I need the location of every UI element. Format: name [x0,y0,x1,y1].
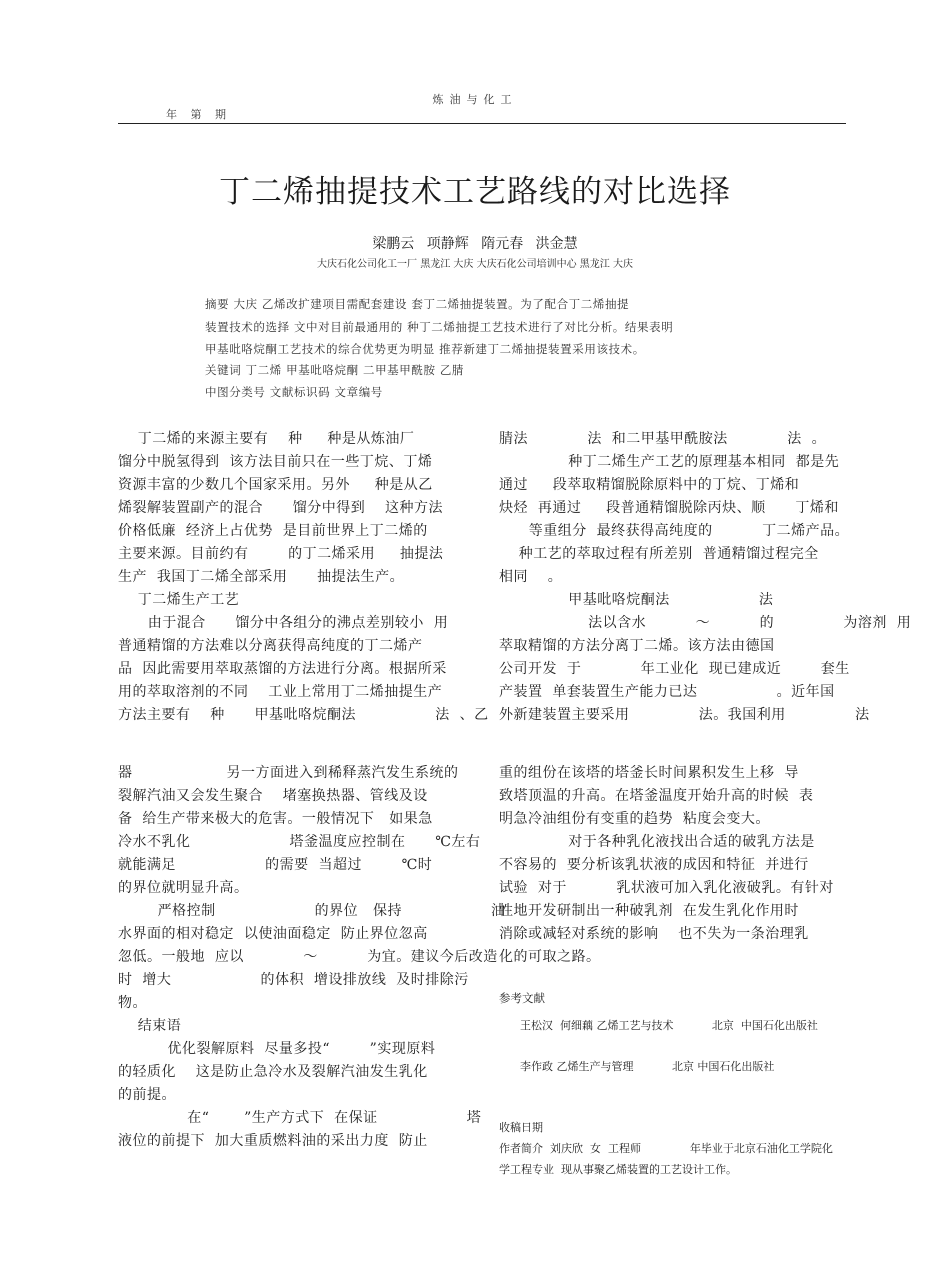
body-line: 价格低廉 经济上占优势 是目前世界上丁二烯的 [118,523,428,539]
body-line: 就能满足 的需要 当超过 ℃时 [118,857,433,873]
body-line: 优化裂解原料 尽量多投“ ”实现原料 [118,1041,436,1057]
issue-info: 年 第 期 [166,108,231,121]
column-top-left [118,428,489,727]
body-line: 公司开发 于 年工业化 现已建成近 套生 [499,661,850,677]
body-line: 对于各种乳化液找出合适的破乳方法是 [499,834,815,850]
body-line: 外新建装置主要采用 法。我国利用 法 [499,707,870,723]
body-line: 物。 [118,995,147,1011]
body-line: 时 增大 的体积 增设排放线 及时排除污 [118,972,469,988]
author-info-line: 作者简介 刘庆欣 女 工程师 年毕业于北京石油化工学院化 [499,1142,833,1155]
body-line: 重的组份在该塔的塔釜长时间累积发生上移 导 [499,765,799,781]
body-line: 化的可取之路。 [499,949,601,965]
body-line: 通过 段萃取精馏脱除原料中的丁烷、丁烯和 [499,477,800,493]
section-heading: 结束语 [118,1018,182,1034]
section-heading: 丁二烯生产工艺 [118,592,240,608]
section-heading: 甲基吡咯烷酮法 法 [499,592,774,608]
body-line: 萃取精馏的方法分离丁二烯。该方法由德国 [499,638,775,654]
body-line: 明急冷油组份有变重的趋势 粘度会变大。 [499,811,770,827]
body-line: 资源丰富的少数几个国家采用。另外 种是从乙 [118,477,433,493]
body-line: 馏分中脱氢得到 该方法目前只在一些丁烷、丁烯 [118,454,433,470]
classification-line: 中图分类号 文献标识码 文章编号 [205,385,383,399]
body-line: 消除或减轻对系统的影响 也不失为一条治理乳 [499,926,809,942]
body-line: 腈法 法 和二甲基甲酰胺法 法 。 [499,431,827,447]
body-line: 生产 我国丁二烯全部采用 抽提法生产。 [118,569,405,585]
abstract-line-1: 摘要 大庆 乙烯改扩建项目需配套建设 套丁二烯抽提装置。为了配合丁二烯抽提 [205,297,630,311]
journal-name: 炼油与化工 [432,93,518,106]
column-bottom-right [499,762,834,969]
body-line: 种丁二烯生产工艺的原理基本相同 都是先 [499,454,840,470]
header-rule [118,123,846,124]
received-date: 收稿日期 [499,1121,543,1134]
body-line: 液位的前提下 加大重质燃料油的采出力度 防止 [118,1133,428,1149]
body-line: 的界位就明显升高。 [118,880,249,896]
body-line: 严格控制 的界位 保持 油 [118,903,506,919]
body-line: 主要来源。目前约有 的丁二烯采用 抽提法 [118,546,444,562]
body-line: 等重组分 最终获得高纯度的 丁二烯产品。 [499,523,850,539]
body-line: 的前提。 [118,1087,176,1103]
body-line: 由于混合 馏分中各组分的沸点差别较小 用 [118,615,449,631]
body-line: 种工艺的萃取过程有所差别 普通精馏过程完全 [499,546,819,562]
body-line: 水界面的相对稳定 以使油面稳定 防止界位忽高 [118,926,428,942]
references-title: 参考文献 [499,991,545,1005]
author-affiliations: 大庆石化公司化工一厂 黑龙江 大庆 大庆石化公司培训中心 黑龙江 大庆 [317,259,633,270]
body-line: 法以含水 ～ 的 为溶剂 用 [499,615,912,631]
body-line: 致塔顶温的升高。在塔釜温度开始升高的时候 表 [499,788,814,804]
body-line: 备 给生产带来极大的危害。一般情况下 如果急 [118,811,433,827]
keywords-line: 关键词 丁二烯 甲基吡咯烷酮 二甲基甲酰胺 乙腈 [205,363,465,377]
body-line: 普通精馏的方法难以分离获得高纯度的丁二烯产 [118,638,423,654]
paper-authors: 梁鹏云 项静辉 隋元春 洪金慧 [372,236,578,252]
author-info-line: 学工程专业 现从事聚乙烯装置的工艺设计工作。 [499,1163,737,1176]
column-top-right [499,428,911,727]
body-line: 在“ ”生产方式下 在保证 塔 [118,1110,482,1126]
abstract-line-2: 装置技术的选择 文中对目前最通用的 种丁二烯抽提工艺技术进行了对比分析。结果表明 [205,320,674,334]
paper-title: 丁二烯抽提技术工艺路线的对比选择 [219,174,731,210]
abstract-line-3: 甲基吡咯烷酮工艺技术的综合优势更为明显 推荐新建丁二烯抽提装置采用该技术。 [205,342,645,356]
reference-item: 王松汉 何细藕 乙烯工艺与技术 北京 中国石化出版社 [499,1019,818,1032]
body-line: 丁二烯的来源主要有 种 种是从炼油厂 [118,431,415,447]
body-line: 不容易的 要分析该乳状液的成因和特征 并进行 [499,857,809,873]
body-line: 烯裂解装置副产的混合 馏分中得到 这种方法 [118,500,444,516]
body-line: 品 因此需要用萃取蒸馏的方法进行分离。根据所采 [118,661,447,677]
reference-item: 李作政 乙烯生产与管理 北京 中国石化出版社 [499,1060,775,1073]
body-line: 炔烃 再通过 段普通精馏脱除丙炔、顺 丁烯和 [499,500,839,516]
body-line: 性地开发研制出一种破乳剂 在发生乳化作用时 [499,903,799,919]
body-line: 忽低。一般地 应以 ～ 为宜。建议今后改造 [118,949,498,965]
body-line: 的轻质化 这是防止急冷水及裂解汽油发生乳化 [118,1064,428,1080]
body-line: 产装置 单套装置生产能力已达 。近年国 [499,684,835,700]
body-line: 方法主要有 种 甲基吡咯烷酮法 法 、乙 [118,707,489,723]
body-line: 相同 。 [499,569,563,585]
body-line: 器 另一方面进入到稀释蒸汽发生系统的 [118,765,459,781]
body-line: 试验 对于 乳状液可加入乳化液破乳。有针对 [499,880,834,896]
body-line: 用的萃取溶剂的不同 工业上常用丁二烯抽提生产 [118,684,443,700]
column-bottom-left [118,762,506,1153]
body-line: 冷水不乳化 塔釜温度应控制在 ℃左右 [118,834,481,850]
body-line: 裂解汽油又会发生聚合 堵塞换热器、管线及设 [118,788,428,804]
